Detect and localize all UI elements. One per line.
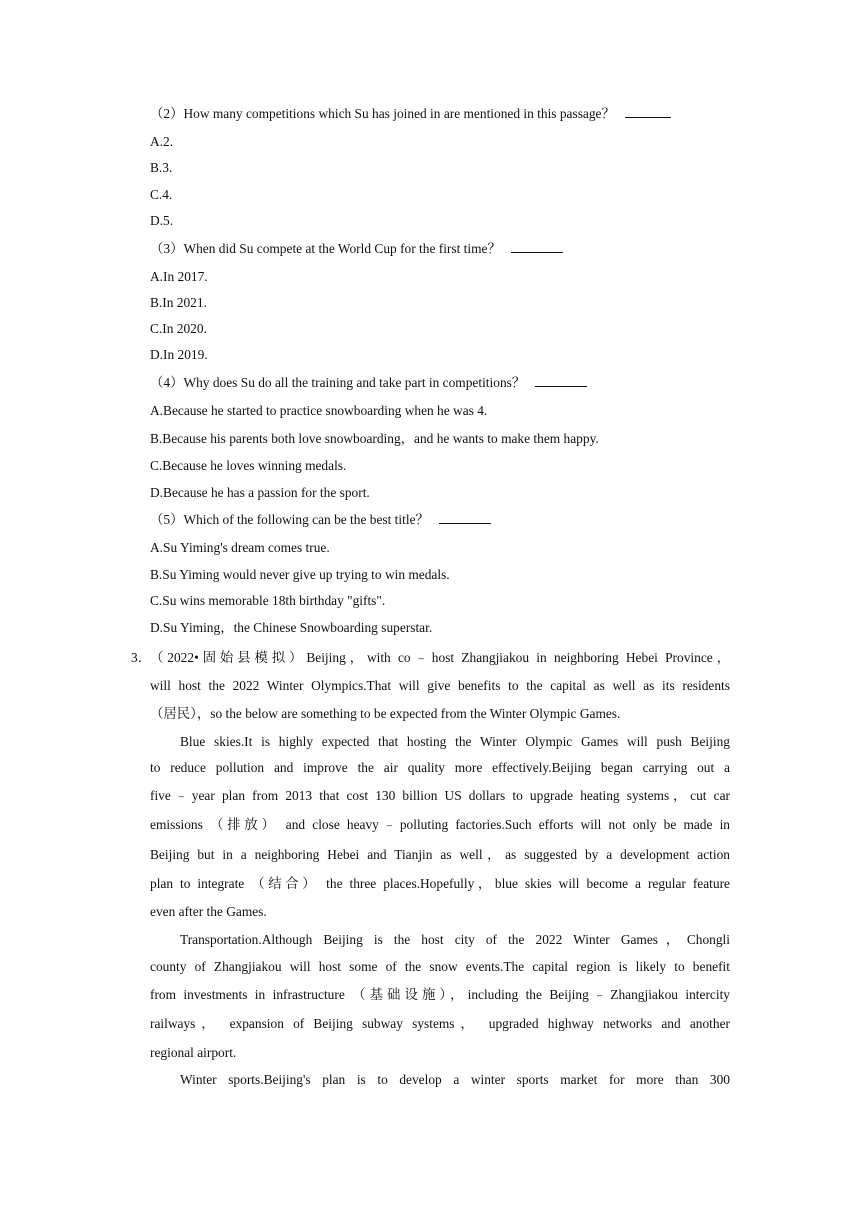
- answer-blank: [439, 511, 491, 524]
- paragraph-transportation-line-3: from investments in infrastructure （基础设施），including the Beijing﹣Zhangjiakou intercity: [150, 987, 730, 1002]
- question-5-option-c: C.Su wins memorable 18th birthday "gifts".: [150, 593, 386, 608]
- paragraph-blue-skies-line-5: Beijing but in a neighboring Hebei and Tianjin as well，as suggested by a development action: [150, 847, 730, 862]
- question-4-option-d: D.Because he has a passion for the sport.: [150, 485, 370, 500]
- question-2-option-d: D.5.: [150, 213, 174, 228]
- paragraph-blue-skies-line-4: emissions （排放） and close heavy﹣polluting factories.Such efforts will not only be made in: [150, 817, 730, 832]
- question-3-stem: [150, 240, 563, 258]
- paragraph-blue-skies-line-6: plan to integrate （结合） the three places.Hopefully，blue skies will become a regular feature: [150, 876, 730, 891]
- question-3-option-d: D.In 2019.: [150, 347, 208, 362]
- question-2-option-a: A.2.: [150, 134, 174, 149]
- paragraph-transportation-line-2: county of Zhangjiakou will host some of the snow events.The capital region is likely to benefit: [150, 959, 730, 974]
- question-text: （4）Why does Su do all the training and take part in competitions？: [150, 375, 526, 390]
- answer-blank: [535, 374, 587, 387]
- question-2-option-c: C.4.: [150, 187, 173, 202]
- question-text: （3）When did Su compete at the World Cup for the first time？: [150, 241, 501, 256]
- paragraph-winter-sports-line-1: Winter sports.Beijing's plan is to develop a winter sports market for more than 300: [180, 1072, 730, 1087]
- question-3-option-c: C.In 2020.: [150, 321, 207, 336]
- question-4-option-b: B.Because his parents both love snowboarding，and he wants to make them happy.: [150, 431, 599, 446]
- paragraph-blue-skies-line-3: five﹣year plan from 2013 that cost 130 billion US dollars to upgrade heating systems，cut car: [150, 788, 730, 803]
- question-5-option-a: A.Su Yiming's dream comes true.: [150, 540, 330, 555]
- answer-blank: [625, 105, 671, 118]
- item-3-number: 3．: [131, 650, 152, 665]
- question-text: （5）Which of the following can be the best title？: [150, 512, 429, 527]
- question-5-stem: [150, 511, 491, 529]
- question-4-option-a: A.Because he started to practice snowboarding when he was 4.: [150, 403, 488, 418]
- paragraph-blue-skies-line-2: to reduce pollution and improve the air quality more effectively.Beijing began carrying out a: [150, 760, 730, 775]
- question-text: （2）How many competitions which Su has joined in are mentioned in this passage？: [150, 106, 615, 121]
- item-3-intro-line-3: （居民），so the below are something to be expected from the Winter Olympic Games.: [150, 706, 621, 721]
- item-3-intro-line-2: will host the 2022 Winter Olympics.That will give benefits to the capital as well as its residents: [150, 678, 730, 693]
- question-2-option-b: B.3.: [150, 160, 173, 175]
- paragraph-blue-skies-line-1: Blue skies.It is highly expected that hosting the Winter Olympic Games will push Beijing: [180, 734, 730, 749]
- item-3-intro-line-1: （2022•固始县模拟）Beijing，with co﹣host Zhangjiakou in neighboring Hebei Province，: [150, 650, 730, 665]
- paragraph-transportation-line-1: Transportation.Although Beijing is the host city of the 2022 Winter Games，Chongli: [180, 932, 730, 947]
- question-2-stem: [150, 105, 671, 123]
- answer-blank: [511, 240, 563, 253]
- paragraph-transportation-line-5: regional airport.: [150, 1045, 237, 1060]
- paragraph-blue-skies-line-7: even after the Games.: [150, 904, 267, 919]
- question-5-option-d: D.Su Yiming，the Chinese Snowboarding superstar.: [150, 620, 433, 635]
- question-3-option-b: B.In 2021.: [150, 295, 207, 310]
- question-4-stem: [150, 374, 587, 392]
- paragraph-transportation-line-4: railways， expansion of Beijing subway systems， upgraded highway networks and another: [150, 1016, 730, 1031]
- question-3-option-a: A.In 2017.: [150, 269, 208, 284]
- question-4-option-c: C.Because he loves winning medals.: [150, 458, 347, 473]
- question-5-option-b: B.Su Yiming would never give up trying to win medals.: [150, 567, 450, 582]
